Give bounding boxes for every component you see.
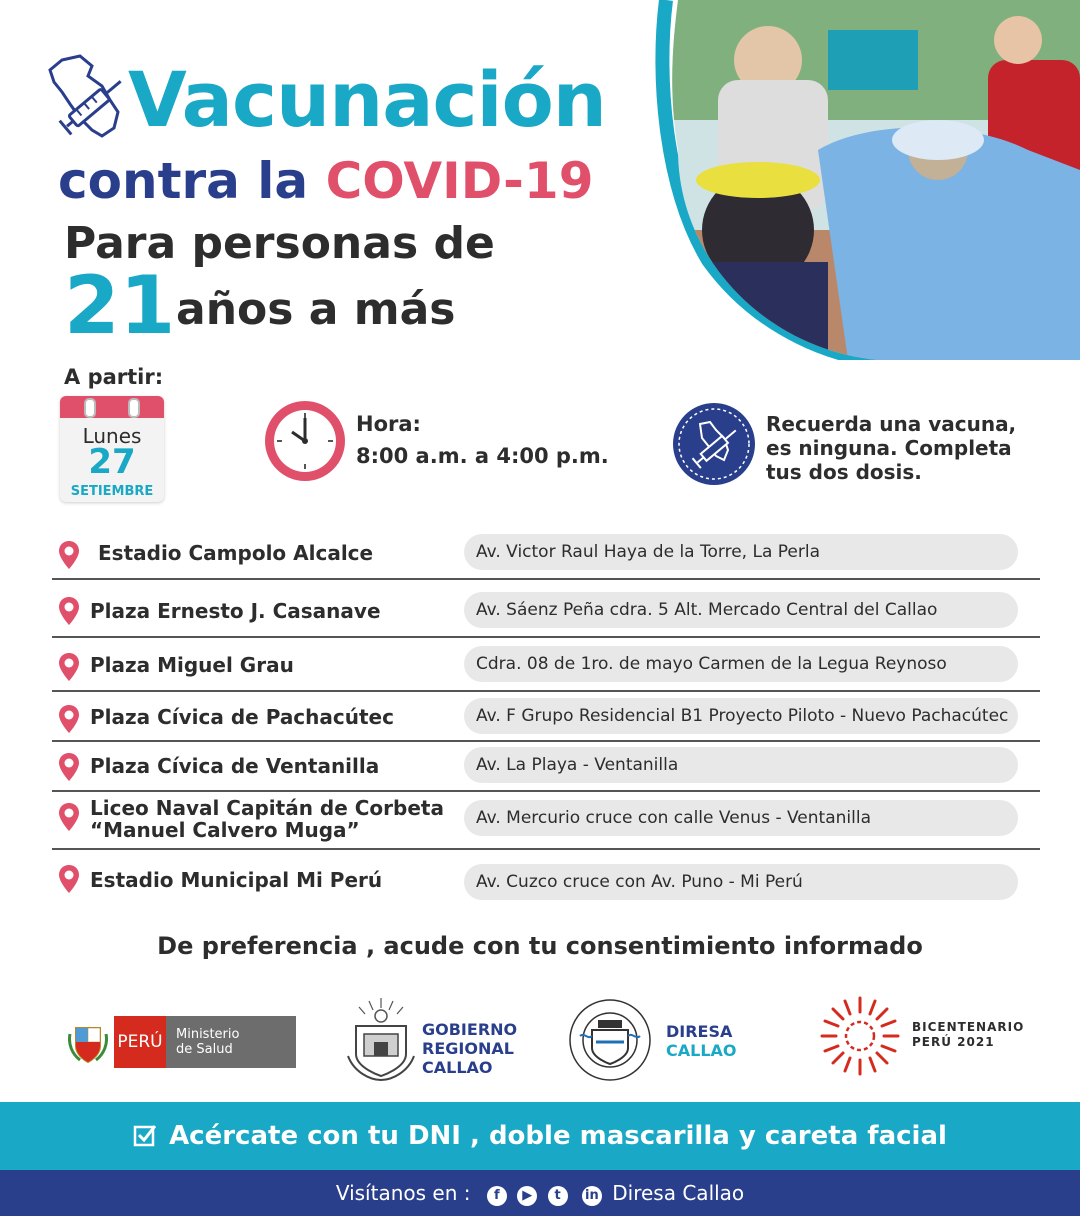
title-vacunacion: Vacunación xyxy=(128,55,606,144)
location-address: Av. Mercurio cruce con calle Venus - Ventanilla xyxy=(464,800,1018,836)
location-row xyxy=(52,638,1040,692)
calendar-ring xyxy=(128,398,140,418)
peru-map-syringe-icon xyxy=(40,52,140,147)
hour-label: Hora: xyxy=(356,412,421,436)
reminder-text: Recuerda una vacuna, es ninguna. Completa tus dos dosis. xyxy=(766,412,1017,484)
location-name: Plaza Cívica de Ventanilla xyxy=(90,754,380,778)
location-row xyxy=(52,792,1040,850)
location-pin-icon xyxy=(58,652,80,682)
location-row xyxy=(52,850,1040,908)
location-row xyxy=(52,580,1040,638)
vaccine-reminder-icon xyxy=(672,402,756,486)
peru-coat-of-arms-icon xyxy=(68,1020,108,1066)
location-address: Av. F Grupo Residencial B1 Proyecto Piloto - Nuevo Pachacútec xyxy=(464,698,1018,734)
location-row xyxy=(52,742,1040,792)
diresa-name-line1: DIRESA xyxy=(666,1022,733,1041)
title-covid-name: COVID-19 xyxy=(325,152,594,210)
location-pin-icon xyxy=(58,802,80,832)
gobierno-regional-name: GOBIERNO REGIONAL CALLAO xyxy=(422,1020,518,1077)
diresa-seal-icon xyxy=(562,998,658,1082)
visit-label: Visítanos en : xyxy=(335,1181,471,1205)
location-row xyxy=(52,530,1040,580)
calendar-icon xyxy=(60,396,164,502)
location-address: Cdra. 08 de 1ro. de mayo Carmen de la Legua Reynoso xyxy=(464,646,1018,682)
diresa-logo xyxy=(562,998,742,1082)
calendar-date: 27 xyxy=(88,442,136,482)
bicentenario-emblem-icon xyxy=(818,994,902,1078)
bicentenario-logo xyxy=(818,994,1048,1078)
clock-icon xyxy=(262,398,348,484)
social-banner xyxy=(0,1170,1080,1216)
social-account-name[interactable]: Diresa Callao xyxy=(612,1181,745,1205)
location-pin-icon xyxy=(58,540,80,570)
linkedin-icon[interactable]: in xyxy=(582,1186,602,1206)
diresa-name xyxy=(666,1022,737,1060)
vaccination-photo xyxy=(648,0,1080,360)
location-pin-icon xyxy=(58,864,80,894)
age-text: años a más xyxy=(176,284,456,335)
social-line xyxy=(0,1170,1080,1216)
location-pin-icon xyxy=(58,596,80,626)
calendar-day: Lunes xyxy=(82,424,142,448)
calendar-ring xyxy=(84,398,96,418)
location-name: Liceo Naval Capitán de Corbeta “Manuel Calvero Muga” xyxy=(90,796,444,842)
bicentenario-name: BICENTENARIO PERÚ 2021 xyxy=(912,1020,1025,1049)
location-name: Estadio Municipal Mi Perú xyxy=(90,868,383,892)
location-row xyxy=(52,692,1040,742)
location-address: Av. Cuzco cruce con Av. Puno - Mi Perú xyxy=(464,864,1018,900)
location-name: Plaza Ernesto J. Casanave xyxy=(90,599,381,623)
diresa-name-line2: CALLAO xyxy=(666,1041,737,1060)
preference-note: De preferencia , acude con tu consentimiento informado xyxy=(157,932,923,960)
location-name: Plaza Miguel Grau xyxy=(90,653,294,677)
location-pin-icon xyxy=(58,752,80,782)
location-pin-icon xyxy=(58,704,80,734)
facebook-icon[interactable]: f xyxy=(487,1186,507,1206)
minsa-name: Ministerio de Salud xyxy=(166,1016,296,1068)
twitter-icon[interactable]: t xyxy=(548,1186,568,1206)
calendar-month: SETIEMBRE xyxy=(70,484,154,499)
location-address: Av. Sáenz Peña cdra. 5 Alt. Mercado Central del Callao xyxy=(464,592,1018,628)
requirements-line xyxy=(0,1102,1080,1170)
title-covid xyxy=(58,152,594,210)
start-label: A partir: xyxy=(64,365,164,389)
gobierno-regional-logo xyxy=(344,996,518,1082)
minsa-logo xyxy=(68,1014,298,1070)
calendar-header xyxy=(60,396,164,418)
subtitle-audience: Para personas de xyxy=(64,218,495,269)
location-name: Estadio Campolo Alcalce xyxy=(98,541,374,565)
location-name: Plaza Cívica de Pachacútec xyxy=(90,705,394,729)
requirements-text: Acércate con tu DNI , doble mascarilla y careta facial xyxy=(169,1121,947,1151)
location-address: Av. La Playa - Ventanilla xyxy=(464,747,1018,783)
gobierno-regional-seal-icon xyxy=(344,996,418,1082)
youtube-icon[interactable]: ▶ xyxy=(517,1186,537,1206)
hour-value: 8:00 a.m. a 4:00 p.m. xyxy=(356,444,609,468)
location-address: Av. Victor Raul Haya de la Torre, La Perla xyxy=(464,534,1018,570)
age-number: 21 xyxy=(64,259,176,352)
checkbox-check-icon xyxy=(133,1123,157,1147)
minsa-peru-text: PERÚ xyxy=(114,1016,168,1068)
title-covid-prefix: contra la xyxy=(58,152,326,210)
requirements-banner xyxy=(0,1102,1080,1170)
